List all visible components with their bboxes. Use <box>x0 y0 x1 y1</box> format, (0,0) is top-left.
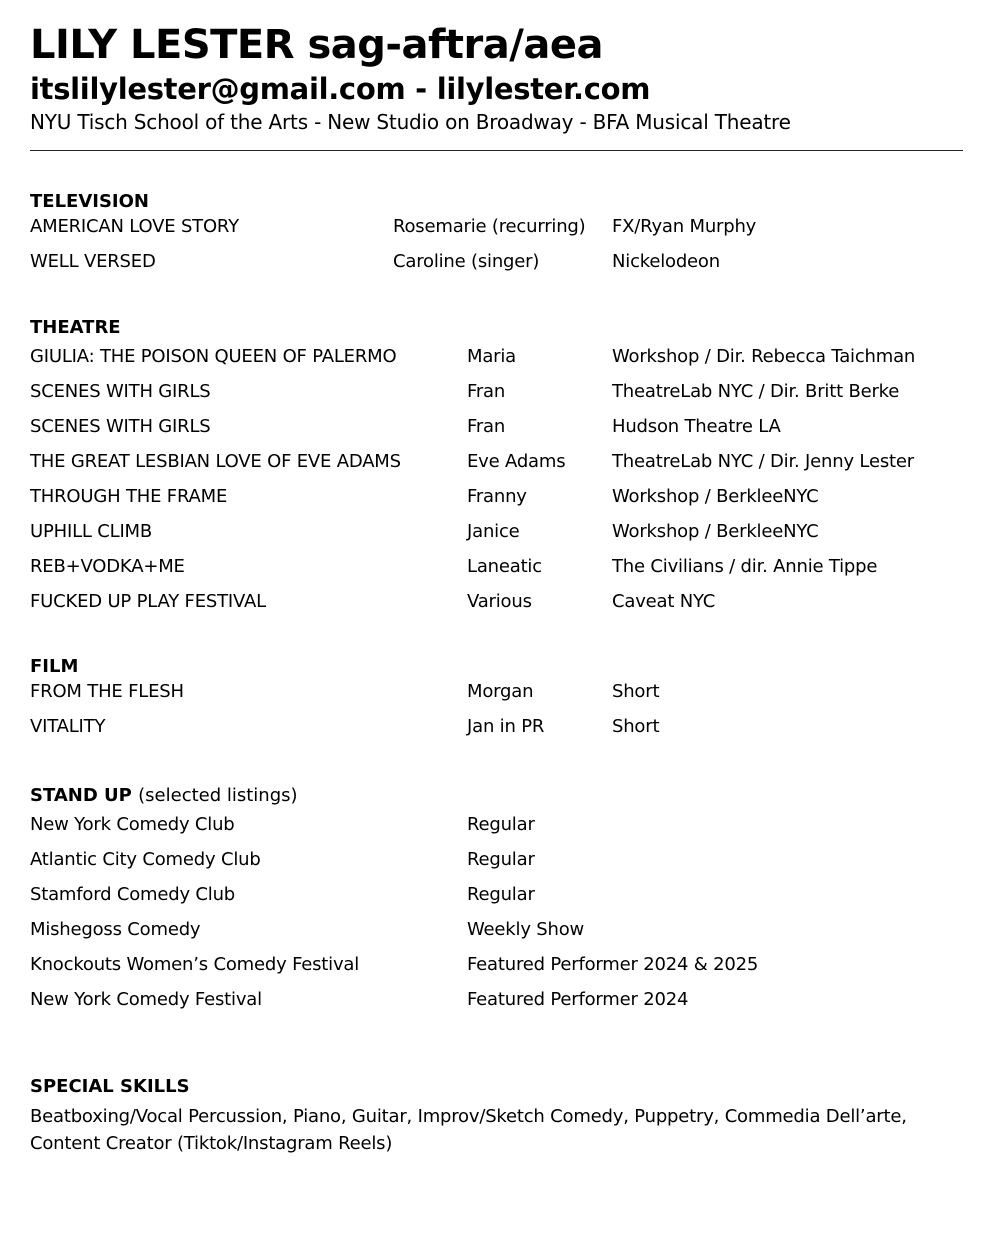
credit-venue: Caveat NYC <box>612 591 716 612</box>
credit-role: Rosemarie (recurring) <box>393 216 586 237</box>
standup-heading-note: (selected listings) <box>138 785 298 806</box>
credit-role: Maria <box>467 346 516 367</box>
credit-venue: Workshop / Dir. Rebecca Taichman <box>612 346 916 367</box>
credit-venue: Short <box>612 716 660 737</box>
standup-venue: New York Comedy Festival <box>30 989 262 1010</box>
credit-row <box>30 674 965 709</box>
credit-venue: TheatreLab NYC / Dir. Jenny Lester <box>612 451 914 472</box>
credit-role: Morgan <box>467 681 534 702</box>
standup-venue: Stamford Comedy Club <box>30 884 236 905</box>
credit-row <box>30 584 965 619</box>
credit-role: Fran <box>467 416 506 437</box>
credit-title: THROUGH THE FRAME <box>30 486 228 507</box>
credit-venue: Workshop / BerkleeNYC <box>612 521 819 542</box>
credit-title: AMERICAN LOVE STORY <box>30 216 239 237</box>
contact-line: itslilylester@gmail.com - lilylester.com <box>30 72 651 106</box>
standup-status: Featured Performer 2024 <box>467 989 689 1010</box>
skills-list: Beatboxing/Vocal Percussion, Piano, Guitar, Improv/Sketch Comedy, Puppetry, Commedia Dell’arte, Content Creator (Tiktok/Instagram Reels) <box>30 1106 907 1154</box>
theatre-heading: THEATRE <box>30 317 121 338</box>
standup-row <box>30 947 965 982</box>
credit-venue: TheatreLab NYC / Dir. Britt Berke <box>612 381 900 402</box>
standup-row <box>30 982 965 1017</box>
header-divider <box>30 150 963 151</box>
standup-venue: Atlantic City Comedy Club <box>30 849 261 870</box>
standup-row <box>30 807 965 842</box>
standup-section <box>30 785 965 1017</box>
film-heading: FILM <box>30 656 79 677</box>
resume-page <box>30 20 965 1157</box>
television-section <box>30 191 965 279</box>
standup-heading <box>30 785 965 807</box>
credit-title: SCENES WITH GIRLS <box>30 416 211 437</box>
credit-venue: Hudson Theatre LA <box>612 416 781 437</box>
credit-role: Caroline (singer) <box>393 251 540 272</box>
credit-row <box>30 514 965 549</box>
credit-title: UPHILL CLIMB <box>30 521 153 542</box>
performer-name: LILY LESTER sag-aftra/aea <box>30 22 603 68</box>
theatre-section <box>30 317 965 619</box>
standup-venue: Knockouts Women’s Comedy Festival <box>30 954 360 975</box>
standup-heading-label: STAND UP <box>30 785 132 806</box>
standup-venue: New York Comedy Club <box>30 814 235 835</box>
credit-role: Franny <box>467 486 527 507</box>
standup-status: Weekly Show <box>467 919 585 940</box>
credit-role: Laneatic <box>467 556 542 577</box>
credit-title: THE GREAT LESBIAN LOVE OF EVE ADAMS <box>30 451 401 472</box>
standup-status: Regular <box>467 849 535 870</box>
credit-role: Janice <box>467 521 520 542</box>
credit-row <box>30 209 965 244</box>
standup-row <box>30 877 965 912</box>
education-line: NYU Tisch School of the Arts - New Studio on Broadway - BFA Musical Theatre <box>30 110 791 134</box>
credit-venue: Workshop / BerkleeNYC <box>612 486 819 507</box>
credit-title: WELL VERSED <box>30 251 156 272</box>
credit-row <box>30 549 965 584</box>
credit-venue: Nickelodeon <box>612 251 720 272</box>
credit-row <box>30 444 965 479</box>
standup-venue: Mishegoss Comedy <box>30 919 201 940</box>
standup-status: Featured Performer 2024 & 2025 <box>467 954 759 975</box>
skills-section <box>30 1076 965 1157</box>
television-heading: TELEVISION <box>30 191 149 212</box>
credit-venue: FX/Ryan Murphy <box>612 216 757 237</box>
credit-row <box>30 409 965 444</box>
credit-role: Eve Adams <box>467 451 566 472</box>
standup-status: Regular <box>467 884 535 905</box>
credit-venue: Short <box>612 681 660 702</box>
resume-header <box>30 20 965 151</box>
credit-role: Various <box>467 591 532 612</box>
credit-role: Fran <box>467 381 506 402</box>
credit-title: FROM THE FLESH <box>30 681 184 702</box>
credit-title: GIULIA: THE POISON QUEEN OF PALERMO <box>30 346 397 367</box>
film-section <box>30 656 965 744</box>
credit-row <box>30 479 965 514</box>
credit-row <box>30 374 965 409</box>
credit-role: Jan in PR <box>467 716 545 737</box>
credit-row <box>30 339 965 374</box>
credit-title: SCENES WITH GIRLS <box>30 381 211 402</box>
credit-title: FUCKED UP PLAY FESTIVAL <box>30 591 266 612</box>
credit-row <box>30 709 965 744</box>
credit-title: REB+VODKA+ME <box>30 556 185 577</box>
credit-row <box>30 244 965 279</box>
credit-title: VITALITY <box>30 716 106 737</box>
standup-row <box>30 842 965 877</box>
credit-venue: The Civilians / dir. Annie Tippe <box>612 556 878 577</box>
standup-row <box>30 912 965 947</box>
skills-heading: SPECIAL SKILLS <box>30 1076 190 1097</box>
standup-status: Regular <box>467 814 535 835</box>
